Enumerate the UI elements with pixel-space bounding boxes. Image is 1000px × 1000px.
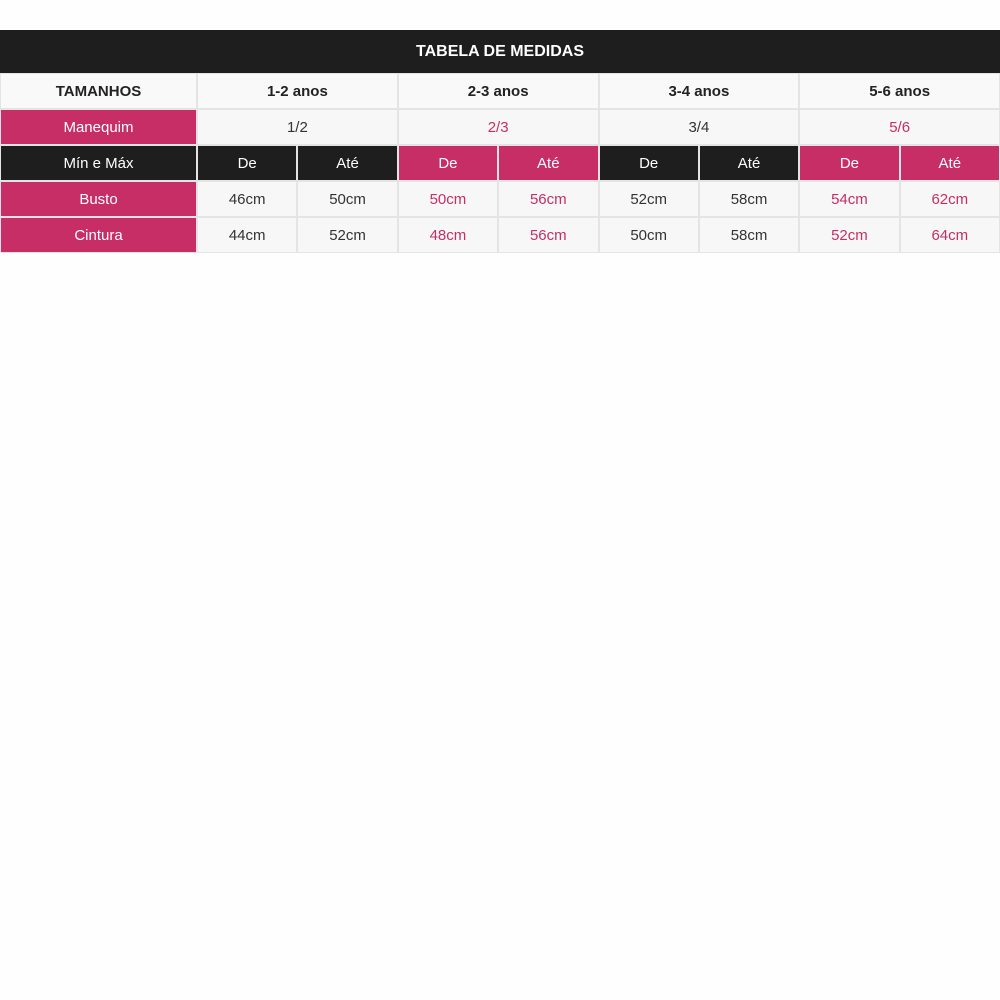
from-header: De (197, 145, 297, 181)
busto-value: 62cm (900, 181, 1000, 217)
title-row (0, 30, 1000, 73)
from-header: De (599, 145, 699, 181)
busto-value: 52cm (599, 181, 699, 217)
size-group-2-3: 2-3 anos (398, 73, 599, 109)
cintura-value: 48cm (398, 217, 498, 253)
size-group-3-4: 3-4 anos (599, 73, 800, 109)
manequim-value: 3/4 (599, 109, 800, 145)
minmax-row (0, 145, 1000, 181)
busto-row (0, 181, 1000, 217)
cintura-value: 52cm (297, 217, 397, 253)
busto-value: 46cm (197, 181, 297, 217)
size-group-5-6: 5-6 anos (799, 73, 1000, 109)
cintura-row (0, 217, 1000, 253)
cintura-value: 52cm (799, 217, 899, 253)
minmax-label: Mín e Máx (0, 145, 197, 181)
manequim-value: 2/3 (398, 109, 599, 145)
to-header: Até (900, 145, 1000, 181)
cintura-value: 64cm (900, 217, 1000, 253)
to-header: Até (699, 145, 799, 181)
manequim-value: 5/6 (799, 109, 1000, 145)
table-title: TABELA DE MEDIDAS (0, 30, 1000, 73)
cintura-value: 50cm (599, 217, 699, 253)
busto-label: Busto (0, 181, 197, 217)
cintura-value: 58cm (699, 217, 799, 253)
manequim-label: Manequim (0, 109, 197, 145)
sizes-row (0, 73, 1000, 109)
sizes-label: TAMANHOS (0, 73, 197, 109)
from-header: De (799, 145, 899, 181)
manequim-row (0, 109, 1000, 145)
busto-value: 50cm (398, 181, 498, 217)
to-header: Até (297, 145, 397, 181)
busto-value: 58cm (699, 181, 799, 217)
size-group-1-2: 1-2 anos (197, 73, 398, 109)
cintura-value: 44cm (197, 217, 297, 253)
from-header: De (398, 145, 498, 181)
size-chart-table (0, 30, 1000, 253)
busto-value: 56cm (498, 181, 598, 217)
busto-value: 50cm (297, 181, 397, 217)
manequim-value: 1/2 (197, 109, 398, 145)
cintura-label: Cintura (0, 217, 197, 253)
to-header: Até (498, 145, 598, 181)
busto-value: 54cm (799, 181, 899, 217)
cintura-value: 56cm (498, 217, 598, 253)
